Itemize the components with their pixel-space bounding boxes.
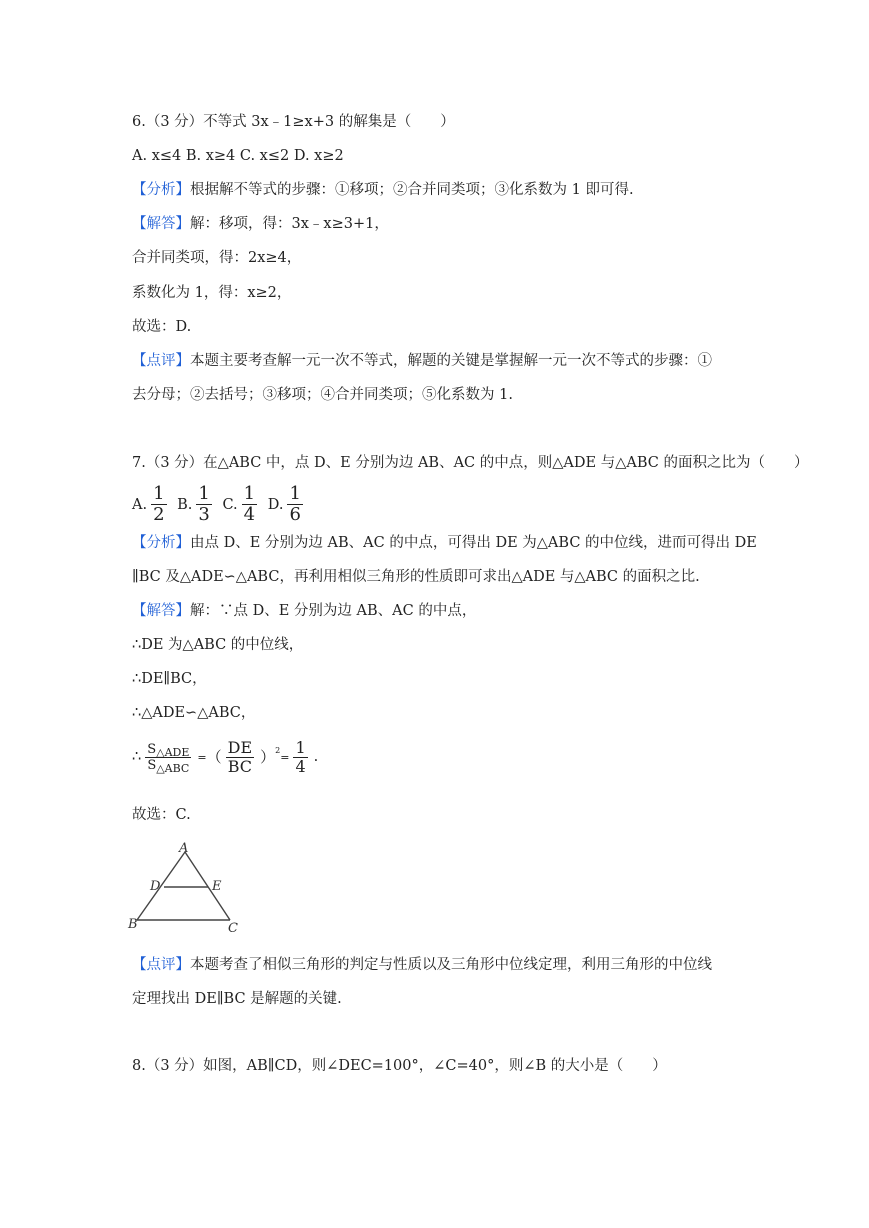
analysis-tag: 【分析】 — [132, 535, 190, 551]
analysis-text: 根据解不等式的步骤：①移项；②合并同类项；③化系数为 1 即可得. — [190, 182, 634, 198]
solution-step: 解：∵点 D、E 分别为边 AB、AC 的中点， — [190, 603, 477, 619]
q8-stem: 8.（3 分）如图，AB∥CD，则∠DEC=100°，∠C=40°，则∠B 的大小是（ ） — [132, 1058, 667, 1074]
label-a: A — [179, 841, 189, 856]
q7-solution-step-2: ∴DE 为△ABC 的中位线， — [132, 637, 304, 653]
comment-text: 本题主要考查解一元一次不等式，解题的关键是掌握解一元一次不等式的步骤：① — [190, 353, 712, 369]
q6-solution-step-3: 系数化为 1，得：x≥2， — [132, 285, 292, 301]
q6-comment-cont: 去分母；②去括号；③移项；④合并同类项；⑤化系数为 1. — [132, 387, 513, 403]
side-ac — [185, 852, 230, 920]
q6-solution-step-2: 合并同类项，得：2x≥4， — [132, 250, 302, 266]
q7-comment — [132, 955, 712, 975]
q7-analysis-cont: ∥BC 及△ADE∽△ABC，再利用相似三角形的性质即可求出△ADE 与△ABC 的面积之比. — [132, 569, 700, 585]
option-a: A. $\frac{1}{2}$ — [132, 483, 165, 525]
q6-answer: 故选：D. — [132, 319, 192, 335]
q6-stem: 6.（3 分）不等式 3x﹣1≥x+3 的解集是（ ） — [132, 114, 455, 130]
option-c: C. $\frac{1}{4}$ — [222, 483, 256, 525]
q6-options: A. x≤4 B. x≥4 C. x≤2 D. x≥2 — [132, 148, 344, 164]
option-d: D. $\frac{1}{6}$ — [267, 483, 301, 525]
analysis-text: 由点 D、E 分别为边 AB、AC 的中点，可得出 DE 为△ABC 的中位线，进而可得出 DE — [190, 535, 757, 551]
area-ratio: $\frac{S_{\triangle ADE}}{S_{\triangle ABC}}$ — [147, 741, 190, 775]
q7-stem: 7.（3 分）在△ABC 中，点 D、E 分别为边 AB、AC 的中点，则△ADE 与△ABC 的面积之比为（ ） — [132, 455, 809, 471]
comment-text: 本题考查了相似三角形的判定与性质以及三角形中位线定理，利用三角形的中位线 — [190, 957, 712, 973]
q6-solution — [132, 214, 389, 234]
q7-solution-step-4: ∴△ADE∽△ABC， — [132, 705, 256, 721]
triangle-figure — [124, 840, 254, 940]
q6-analysis — [132, 180, 634, 200]
q7-solution — [132, 601, 476, 621]
q7-comment-cont: 定理找出 DE∥BC 是解题的关键. — [132, 991, 342, 1007]
side-ratio: $\frac{DE}{BC}$ — [227, 737, 253, 776]
label-d: D — [150, 879, 161, 894]
solution-tag: 【解答】 — [132, 603, 190, 619]
q7-answer: 故选：C. — [132, 807, 191, 823]
comment-tag: 【点评】 — [132, 353, 190, 369]
q7-analysis — [132, 533, 757, 553]
option-b: B. $\frac{1}{3}$ — [177, 483, 210, 525]
q7-formula: ∴ $\frac{S_{\triangle ADE}}{S_{\triangle ABC}}$ =（ $\frac{DE}{BC}$ ）$^2$= $\frac{1}{4}$ . — [132, 737, 319, 776]
solution-tag: 【解答】 — [132, 216, 190, 232]
side-ab — [137, 852, 185, 920]
result-fraction: $\frac{1}{4}$ — [295, 737, 306, 776]
q7-solution-step-3: ∴DE∥BC， — [132, 671, 207, 687]
q6-comment — [132, 351, 712, 371]
label-b: B — [128, 917, 138, 932]
solution-step: 解：移项，得：3x﹣x≥3+1， — [190, 216, 389, 232]
comment-tag: 【点评】 — [132, 957, 190, 973]
analysis-tag: 【分析】 — [132, 182, 190, 198]
label-c: C — [228, 921, 238, 936]
q7-options — [132, 484, 309, 525]
label-e: E — [212, 879, 222, 894]
